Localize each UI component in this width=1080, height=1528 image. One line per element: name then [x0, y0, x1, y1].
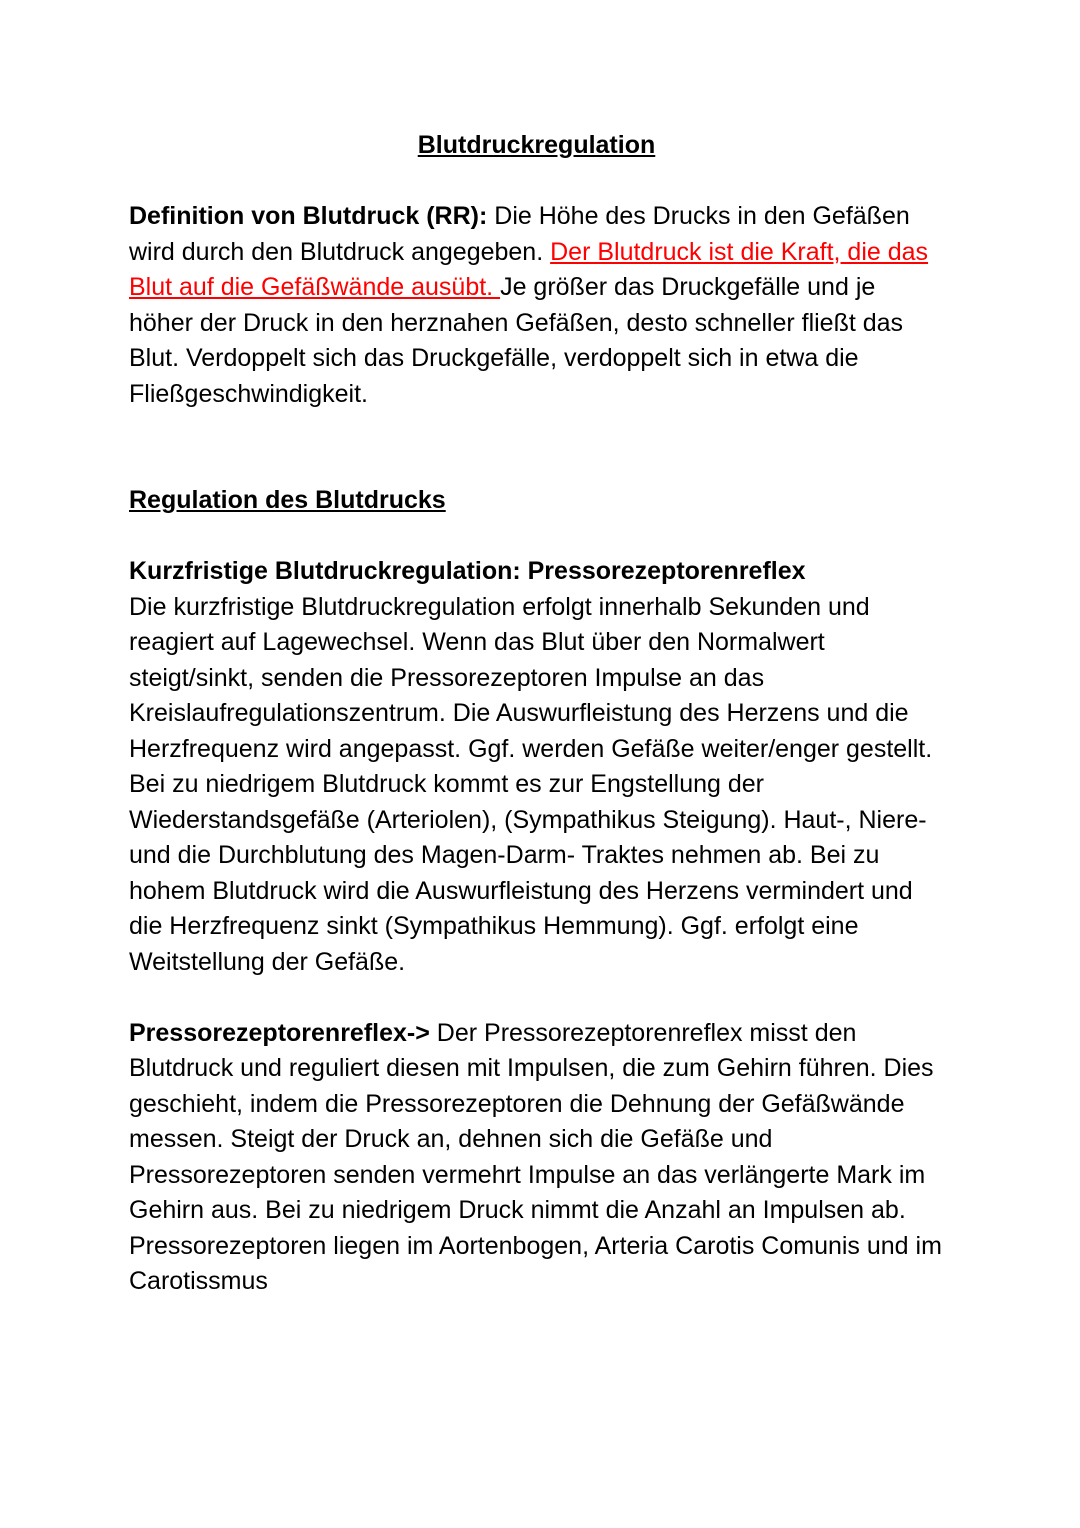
document-page — [129, 128, 944, 1300]
definition-highlight: Der Blutdruck ist die Kraft, die das Blut auf die Gefäßwände ausübt. — [129, 237, 929, 301]
definition-text-before: Die Höhe des Drucks in den Gefäßen wird durch den Blutdruck angegeben. — [129, 202, 910, 266]
spacer — [129, 980, 944, 1016]
definition-paragraph — [129, 199, 944, 412]
spacer — [129, 164, 944, 200]
section-heading: Regulation des Blutdrucks — [129, 486, 446, 514]
short-term-text: Die kurzfristige Blutdruckregulation erfolgt innerhalb Sekunden und reagiert auf Lagewechsel. Wenn das Blut über den Normalwert steigt/sinkt, senden die Pressorezeptoren Impulse an das Kreislaufregulationszentrum. Die Auswurfleistung des Herzens und die Herzfrequenz wird angepasst. Ggf. werden Gefäße weiter/enger gestellt. Bei zu niedrigem Blutdruck kommt es zur Engstellung der Wiederstandsgefäße (Arteriolen), (Sympathikus Steigung). Haut-, Niere- und die Durchblutung des Magen-Darm- Traktes nehmen ab. Bei zu hohem Blutdruck wird die Auswurfleistung des Herzens vermindert und die Herzfrequenz sinkt (Sympathikus Hemmung). Ggf. erfolgt eine Weitstellung der Gefäße. — [129, 592, 933, 976]
spacer — [129, 412, 944, 483]
document-title: Blutdruckregulation — [417, 131, 656, 159]
definition-label: Definition von Blutdruck (RR): — [129, 202, 488, 230]
reflex-label: Pressorezeptorenreflex-> — [129, 1018, 430, 1047]
spacer — [129, 519, 944, 555]
reflex-paragraph — [129, 1016, 944, 1229]
short-term-heading: Kurzfristige Blutdruckregulation: Pressorezeptorenreflex — [129, 557, 806, 585]
definition-text-after: Je größer das Druckgefälle und je höher der Druck in den herznahen Gefäßen, desto schneller fließt das Blut. Verdoppelt sich das Druckgefälle, verdoppelt sich in etwa die Fließgeschwindigkeit. — [129, 273, 904, 408]
reflex-text: Der Pressorezeptorenreflex misst den Blutdruck und reguliert diesen mit Impulsen, die zum Gehirn führen. Dies geschieht, indem die Pressorezeptoren die Dehnung der Gefäßwände messen. Steigt der Druck an, dehnen sich die Gefäße und Pressorezeptoren senden vermehrt Impulse an das verlängerte Mark im Gehirn aus. Bei zu niedrigem Druck nimmt die Anzahl an Impulsen ab. — [129, 1018, 934, 1224]
reflex-location: Pressorezeptoren liegen im Aortenbogen, Arteria Carotis Comunis und im Carotissmus — [129, 1231, 942, 1295]
